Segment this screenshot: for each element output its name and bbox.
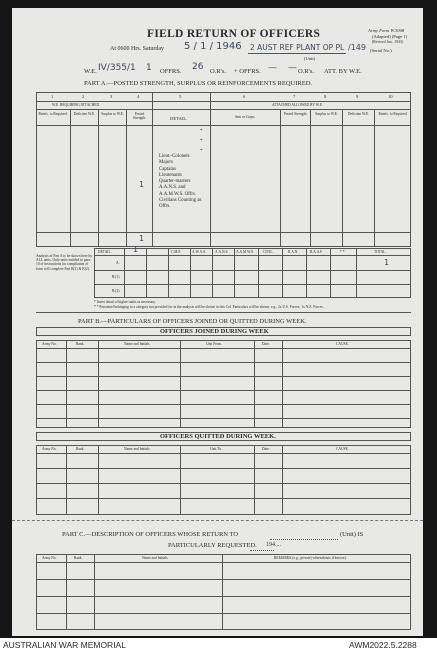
archive-name: AUSTRALIAN WAR MEMORIAL [3,640,126,650]
col-header: Arm or Corps. [234,115,256,119]
col-number: 7 [293,94,296,99]
perforation [12,520,423,521]
analysis-header: R.A.N. [288,250,299,254]
revised-label: (Revised Jan., 1943) [372,40,404,44]
part-c-header: REMARKS (e.g., private) whereabouts if known). [274,556,347,560]
analysis-header: * * [340,250,345,254]
col-number: 2 [82,94,85,99]
quitted-header: Army No. [42,447,57,451]
joined-header: Name and Initials. [124,342,151,346]
analysis-header: A.A.M.W.S. [236,250,254,254]
footnote: * * Personnel belonging to a category not provided for in the analysis will be shown in this Col. Particulars will be shown, e.g., 2x U.S. Forces; 1x N.Z. Forces. [94,305,324,309]
joined-title: OFFICERS JOINED DURING WEEK [160,328,269,335]
we-group-header: W.E. REQUIRING ATTACHED. [52,103,100,107]
col-number: 8 [324,94,327,99]
col-header: Reinfs. to Required. [378,112,408,116]
analysis-total-handwritten: 1 [384,258,390,267]
col-number: 9 [356,94,359,99]
at-hrs-label: At 0600 Hrs. Saturday [110,46,164,52]
unit-line [248,53,346,54]
quitted-header: Date. [262,447,270,451]
joined-header: Rank. [76,342,85,346]
unit-label: (Unit) [304,56,316,61]
col-number: 10 [388,94,393,99]
ors-handwritten: 26 [192,62,204,72]
part-c-header: Name and Initials. [142,556,169,560]
analysis-header: C.M.F. [171,250,181,254]
joined-header: CAUSE. [336,342,349,346]
col-header: Surplus to W.E. [101,112,124,116]
col-header: Deficient W.E. [347,112,370,116]
unit-handwritten: 2 AUST REF PLANT OP PL [250,43,345,52]
col-number: 1 [51,94,54,99]
rank-item: Captains [159,166,177,172]
rank-item: A.A.N.S. and A.A.M.W.S. Offrs. [159,185,197,197]
archive-footer [0,638,437,653]
part-c-header: Army No. [42,556,57,560]
quitted-header: CAUSE. [336,447,349,451]
part-c-grid [36,554,411,630]
serial-label: (Serial No.) [370,48,392,53]
att-label: ATT. BY W.E. [324,68,362,75]
quitted-title: OFFICERS QUITTED DURING WEEK. [160,433,276,440]
ors-label: O.R's. [210,68,226,75]
quitted-header: Rank. [76,447,85,451]
part-c-date: 194.... [266,542,281,548]
analysis-handwritten: 1 [133,245,139,254]
analysis-header: CIVIL. [263,250,274,254]
posted-total-handwritten: 1 [139,234,145,243]
joined-grid [36,340,411,428]
col-number: 5 [179,94,182,99]
col-header: Posted Strength. [132,112,147,120]
joined-header: Army No. [42,342,57,346]
col-number: 6 [243,94,246,99]
col-number: 4 [137,94,140,99]
rank-item: Lieut.-Colonels [159,154,190,159]
footnote: * Insert detail of higher ranks as necessary. [94,300,156,304]
army-form-label: Army Form W.3008 [368,28,405,33]
analysis-header: A.A.N.S. [215,250,229,254]
part-c-header: Rank. [74,556,83,560]
analysis-row-label: B.(2) [112,289,120,293]
rank-item: Quarter-masters [159,179,191,185]
col-number: 3 [110,94,113,99]
asterisk: * [200,129,203,134]
detail-header: DETAIL. [170,116,188,121]
serial-handwritten: /149 [348,43,366,52]
part-c-title: PART C.—DESCRIPTION OF OFFICERS WHOSE RETURN TO [62,531,239,538]
part-c-requested: PARTICULARLY REQUESTED. [168,542,257,549]
form-page [12,8,423,636]
archive-id: AWM2022.5.2288 [349,640,417,650]
analysis-header: A.W.A.S. [192,250,206,254]
offrs-label: OFFRS. [160,68,182,75]
part-c-unit-is: (Unit) IS [340,531,364,538]
analysis-header: DETAIL. [98,250,112,254]
col-header: Reinfs. to Required. [38,112,68,116]
analysis-note: Analysis of Part A to be shown here by ALL units. Only units entitled to para. 10 of instructions for compilation of form will complete Part B(1) & B(2). [36,254,93,271]
rank-item: Civilians Counting as Offrs. [159,198,202,210]
adapted-label: (Adapted) (Page 1) [372,34,408,39]
rank-list [159,154,209,211]
asterisk: * [200,149,203,154]
col-header: Surplus to W.E. [315,112,338,116]
att-group-header: ATTACHED ALLOWED BY W.E. [272,103,323,107]
joined-header: Unit From. [206,342,222,346]
ors2-handwritten: — [288,63,297,73]
part-b-title: PART B.—PARTICULARS OF OFFICERS JOINED OR QUITTED DURING WEEK. [78,318,307,325]
analysis-header: TOTAL. [374,250,387,254]
quitted-grid [36,445,411,515]
analysis-row-label: A. [116,261,120,265]
col-header: Posted Strength. [283,112,308,116]
we-label: W.E. [84,68,97,75]
analysis-header: R.A.A.F. [310,250,323,254]
analysis-row-label: B.(1) [112,275,120,279]
date-handwritten: 5 / 1 / 1946 [184,41,242,52]
offrs2-label: + OFFRS. [234,68,261,75]
rank-item: Majors [159,160,173,166]
offrs-handwritten: 1 [146,63,152,73]
joined-header: Date. [262,342,270,346]
form-title: FIELD RETURN OF OFFICERS [147,28,321,40]
quitted-header: Name and Initials. [124,447,151,451]
col-header: Deficient W.E. [73,112,96,116]
quitted-header: Unit To. [210,447,222,451]
we-handwritten: IV/355/1 [98,63,136,73]
rank-item: Lieutenants [159,172,182,178]
offrs2-handwritten: — [268,63,277,73]
ors2-label: O.R's. [298,68,314,75]
posted-strength-handwritten: 1 [139,180,145,189]
part-a-title: PART A.—POSTED STRENGTH, SURPLUS OR REINFORCEMENTS REQUIRED. [84,80,313,87]
asterisk: * [200,139,203,144]
